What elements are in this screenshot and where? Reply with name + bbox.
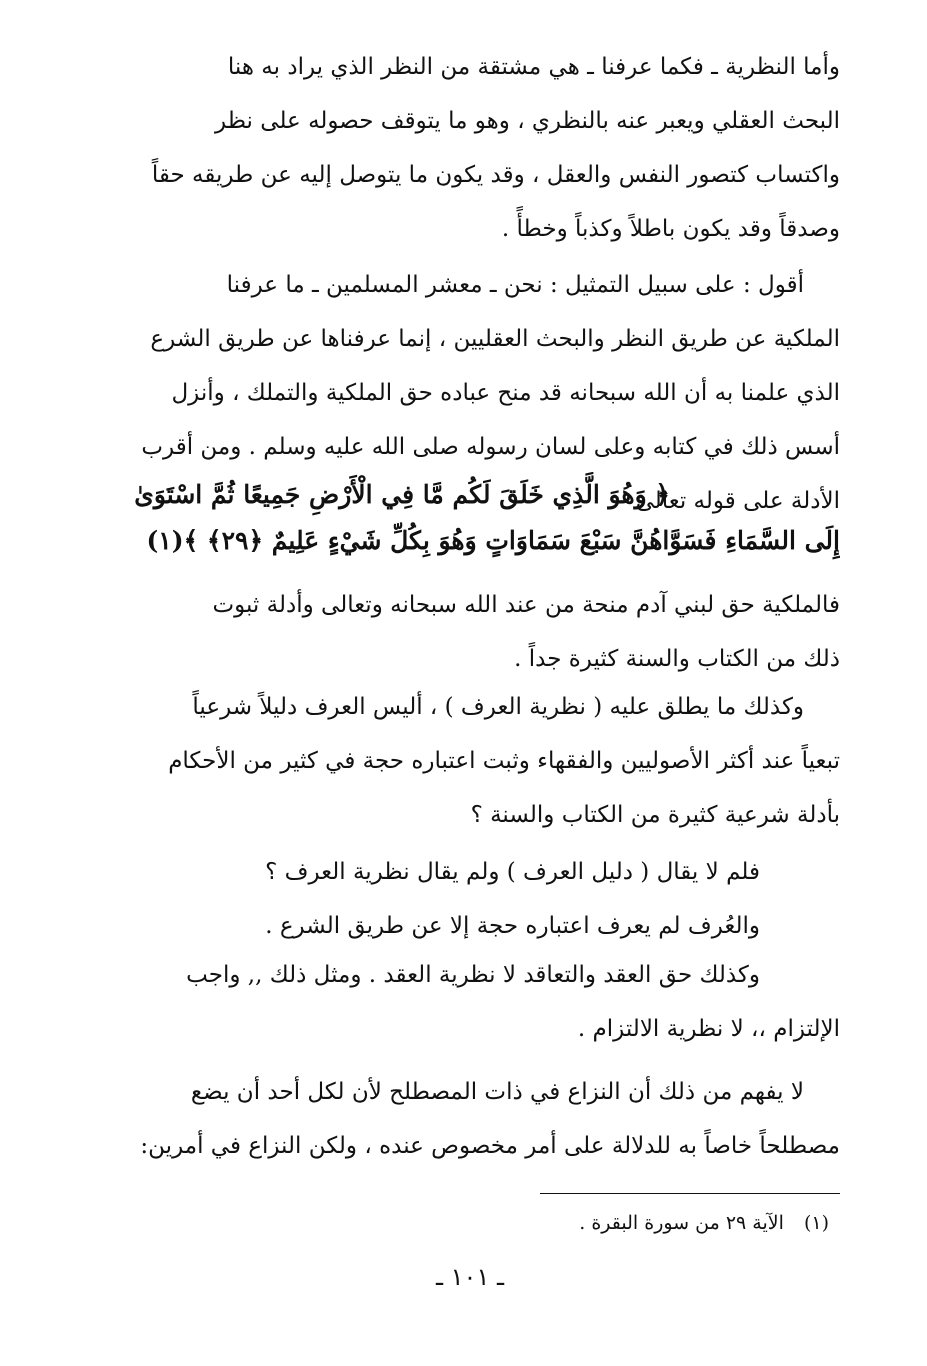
paragraph-3 bbox=[128, 578, 840, 686]
text-line: بأدلة شرعية كثيرة من الكتاب والسنة ؟ bbox=[470, 802, 840, 828]
quran-verse-line: ﴿ وَهُوَ الَّذِي خَلَقَ لَكُم مَّا فِي الْأَرْضِ جَمِيعًا ثُمَّ اسْتَوَىٰ bbox=[134, 480, 670, 509]
paragraph-5 bbox=[128, 845, 840, 953]
text-line: وكذلك ما يطلق عليه ( نظرية العرف ) ، أليس العرف دليلاً شرعياً bbox=[192, 694, 804, 720]
text-line: الإلتزام ،، لا نظرية الالتزام . bbox=[577, 1016, 840, 1042]
text-line: ذلك من الكتاب والسنة كثيرة جداً . bbox=[514, 646, 840, 672]
footnote bbox=[579, 1208, 829, 1238]
text-line: والعُرف لم يعرف اعتباره حجة إلا عن طريق الشرع . bbox=[265, 913, 760, 939]
text-line: الأدلة على قوله تعالى bbox=[635, 488, 840, 514]
text-line: فالملكية حق لبني آدم منحة من عند الله سبحانه وتعالى وأدلة ثبوت bbox=[212, 592, 840, 618]
text-line: فلم لا يقال ( دليل العرف ) ولم يقال نظرية العرف ؟ bbox=[265, 859, 760, 885]
page-number: ـ ١٠١ ـ bbox=[435, 1263, 504, 1291]
footnote-text: الآية ٢٩ من سورة البقرة . bbox=[579, 1212, 784, 1234]
paragraph-4 bbox=[128, 680, 840, 842]
text-line: البحث العقلي ويعبر عنه بالنظري ، وهو ما يتوقف حصوله على نظر bbox=[215, 108, 840, 134]
quran-verse-line: إِلَى السَّمَاءِ فَسَوَّاهُنَّ سَبْعَ سَمَاوَاتٍ وَهُوَ بِكُلِّ شَيْءٍ عَلِيمٌ ﴿٢٩﴾ ﴾(١) bbox=[146, 526, 840, 555]
text-line: الذي علمنا به أن الله سبحانه قد منح عباده حق الملكية والتملك ، وأنزل bbox=[171, 380, 840, 406]
text-line: وأما النظرية ـ فكما عرفنا ـ هي مشتقة من النظر الذي يراد به هنا bbox=[227, 54, 840, 80]
paragraph-6 bbox=[128, 948, 840, 1056]
text-line: واكتساب كتصور النفس والعقل ، وقد يكون ما يتوصل إليه عن طريقه حقاً bbox=[151, 162, 840, 188]
text-line: أقول : على سبيل التمثيل : نحن ـ معشر المسلمين ـ ما عرفنا bbox=[226, 272, 804, 298]
text-line: لا يفهم من ذلك أن النزاع في ذات المصطلح لأن لكل أحد أن يضع bbox=[190, 1079, 804, 1105]
footnote-divider bbox=[540, 1193, 840, 1194]
footnote-number: (١) bbox=[803, 1212, 829, 1234]
text-line: تبعياً عند أكثر الأصوليين والفقهاء وثبت اعتباره حجة في كثير من الأحكام bbox=[168, 748, 840, 774]
text-line: مصطلحاً خاصاً به للدلالة على أمر مخصوص عنده ، ولكن النزاع في أمرين: bbox=[140, 1133, 840, 1159]
quran-verse bbox=[100, 472, 840, 564]
text-line: الملكية عن طريق النظر والبحث العقليين ، إنما عرفناها عن طريق الشرع bbox=[150, 326, 840, 352]
paragraph-7 bbox=[128, 1065, 840, 1173]
text-line: وصدقاً وقد يكون باطلاً وكذباً وخطأً . bbox=[501, 216, 840, 242]
text-line: أسس ذلك في كتابه وعلى لسان رسوله صلى الله عليه وسلم . ومن أقرب bbox=[141, 434, 840, 460]
paragraph-1 bbox=[128, 40, 840, 256]
text-line: وكذلك حق العقد والتعاقد لا نظرية العقد . ومثل ذلك ,, واجب bbox=[186, 962, 760, 988]
